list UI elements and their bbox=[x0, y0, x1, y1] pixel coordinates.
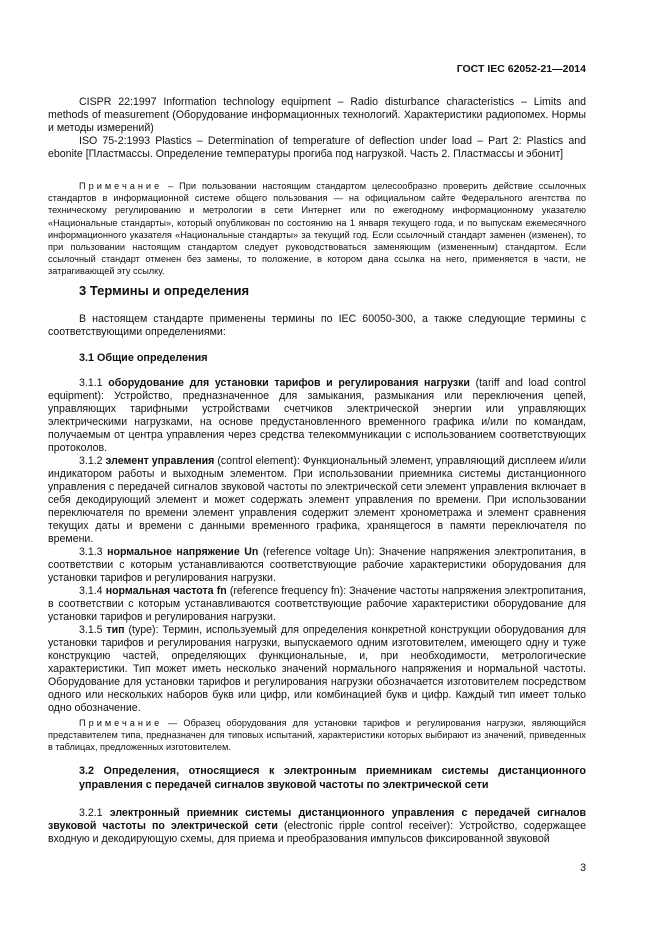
term-3-2-1: 3.2.1 электронный приемник системы дистанционного управления с передачей сигналов звуковой частоты по электрической сети (electronic ripple control receiver): Устройство, содержащее входную и декодирующую схемы, для приема и преобразования импульсов фиксированной звуковой bbox=[48, 807, 586, 845]
term-3-1-2: 3.1.2 элемент управления (control element): Функциональный элемент, управляющий дисплеем и/или индикатором работы и выходным элементом. При использовании приемника системы дистанционного управления с передачей сигналов звуковой частоты по электрической сети элемент управления включает в себя декодирующий элемент и может содержать элемент управления по времени. При использовании переключателя по времени элемент управления содержит элемент хронометража и элемент сравнения текущих даты и времени с данными временного графика, хранящегося в памяти переключателя по времени. bbox=[48, 455, 586, 545]
note-type-sample bbox=[48, 717, 586, 754]
note-references bbox=[48, 180, 586, 278]
term-3-1-4: 3.1.4 нормальная частота fn (reference frequency fn): Значение частоты напряжения электропитания, в соответствии с которым устанавливаются соответствующие рабочие характеристики оборудование для установки тарифов и регулирования нагрузки. bbox=[48, 585, 586, 623]
term-3-1-1: 3.1.1 оборудование для установки тарифов и регулирования нагрузки (tariff and load control equipment): Устройство, предназначенное для замыкания, размыкания или переключения цепей, управляющих тарифными устройствами счетчиков электрической энергии или управляющих электрическими нагрузками, на основе предустановленного временного графика и/или по командам, получаемым от центра управления через средства телекоммуникации с использованием соответствующих протоколов. bbox=[48, 377, 586, 454]
document-code: ГОСТ IEC 62052-21—2014 bbox=[456, 63, 586, 75]
note-label: Примечание bbox=[79, 718, 163, 728]
section-3-1-terms bbox=[48, 377, 586, 715]
term-3-1-3: 3.1.3 нормальное напряжение Un (reference voltage Un): Значение напряжения электропитания, в соответствии с которым устанавливаются соответствующие рабочие характеристики оборудования для установки тарифов и регулирования нагрузки. bbox=[48, 546, 587, 584]
note-text: – При пользовании настоящим стандартом целесообразно проверить действие ссылочных стандартов в информационной системе общего пользования — на официальном сайте Федерального агентства по техническому регулированию и метрологии в сети Интернет или по ежегодному информационному указателю «Национальные стандарты», который опубликован по состоянию на 1 января текущего года, и по выпускам ежемесячного информационного указателя «Национальные стандарты» за текущий год. Если ссылочный стандарт заменен (изменен), то при пользовании настоящим стандартом следует руководствоваться заменяющим (измененным) стандартом. Если ссылочный стандарт отменен без замены, то положение, в котором дана ссылка на него, применяется в части, не затрагивающей эту ссылку. bbox=[48, 181, 586, 277]
term-3-1-5: 3.1.5 тип (type): Термин, используемый для определения конкретной конструкции оборудования для установки тарифов и регулирования нагрузки, выпускаемого одним изготовителем, имеющего одну и туже конструкцию частей, определяющих функциональные, и, при необходимости, метрологические характеристики. Тип может иметь несколько значений нормального напряжения и нормальной частоты. Оборудование для установки тарифов и регулирования нагрузки обозначается изготовителем посредством одного или нескольких наборов букв или цифр, или комбинацией букв и цифр. Каждый тип имеет только одно обозначение. bbox=[48, 624, 586, 714]
reference-iso75-2: ISO 75-2:1993 Plastics – Determination of temperature of deflection under load – Part 2: Plastics and ebonite [Пластмассы. Определение температуры прогиба под нагрузкой. Часть 2. Пластмассы и эбонит] bbox=[48, 135, 586, 160]
section-3-1-title: 3.1 Общие определения bbox=[79, 352, 208, 364]
section-3-title: 3 Термины и определения bbox=[79, 283, 250, 298]
page-number: 3 bbox=[580, 862, 586, 874]
reference-cispr22: CISPR 22:1997 Information technology equipment – Radio disturbance characteristics – Limits and methods of measurement (Оборудование информационных технологий. Характеристики радиопомех. Нормы и методы измерений) bbox=[48, 96, 586, 134]
note-text: — Образец оборудования для установки тарифов и регулирования нагрузки, являющийся представителем типа, предназначен для типовых испытаний, характеристики которых выбирают из значений, приведенных в таблицах, предложенных изготовителем. bbox=[48, 718, 586, 753]
section-3-2-title: 3.2 Определения, относящиеся к электронным приемникам системы дистанционного управления с передачей сигналов звуковой частоты по электрической сети bbox=[79, 765, 586, 791]
section-3-2-terms bbox=[48, 807, 586, 846]
note-label: Примечание bbox=[79, 181, 163, 191]
section-3-intro: В настоящем стандарте применены термины по IEC 60050-300, а также следующие термины с соответствующими определениями: bbox=[48, 313, 586, 338]
references-block bbox=[48, 96, 586, 161]
